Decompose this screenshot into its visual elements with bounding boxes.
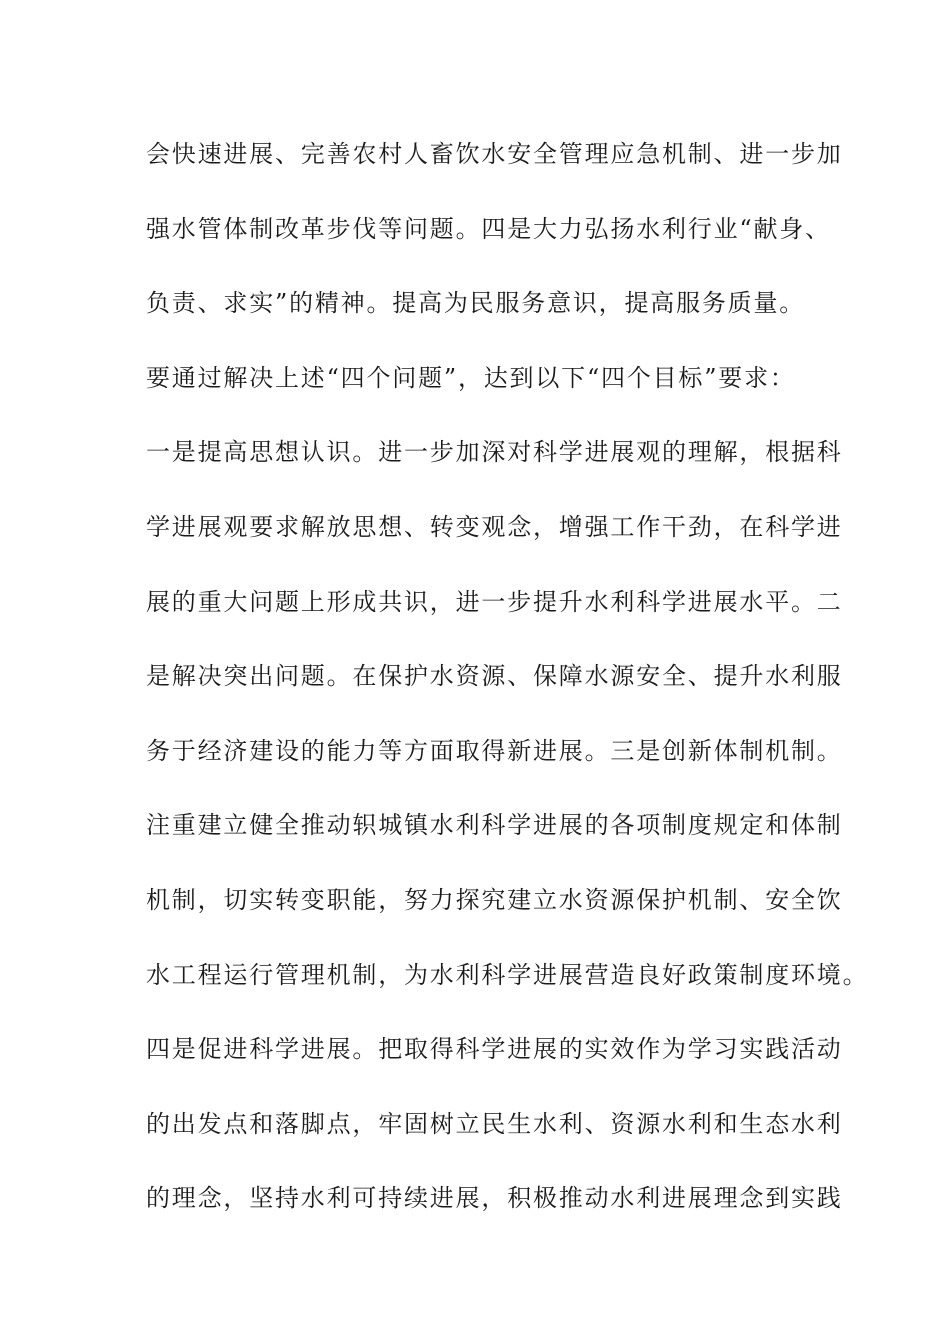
text-line: 学进展观要求解放思想、转变观念，增强工作干劲，在科学进	[146, 512, 843, 541]
text-line: 的出发点和落脚点，牢固树立民生水利、资源水利和生态水利	[146, 1109, 843, 1138]
text-line: 展的重大问题上形成共识，进一步提升水利科学进展水平。二	[146, 587, 843, 616]
text-line: 会快速进展、完善农村人畜饮水安全管理应急机制、进一步加	[146, 140, 843, 168]
text-line: 强水管体制改革步伐等问题。四是大力弘扬水利行业“献身、	[146, 214, 831, 243]
text-line: 要通过解决上述“四个问题”，达到以下“四个目标”要求：	[146, 363, 796, 392]
text-line: 水工程运行管理机制，为水利科学进展营造良好政策制度环境。	[146, 960, 869, 989]
text-line: 负责、求实”的精神。提高为民服务意识，提高服务质量。	[146, 289, 806, 318]
text-line: 是解决突出问题。在保护水资源、保障水源安全、提升水利服	[146, 662, 843, 691]
text-line: 机制，切实转变职能，努力探究建立水资源保护机制、安全饮	[146, 885, 843, 914]
text-line: 四是促进科学进展。把取得科学进展的实效作为学习实践活动	[146, 1035, 843, 1064]
text-line: 的理念，坚持水利可持续进展，积极推动水利进展理念到实践	[146, 1184, 843, 1213]
text-line: 注重建立健全推动轵城镇水利科学进展的各项制度规定和体制	[146, 811, 843, 840]
text-line: 一是提高思想认识。进一步加深对科学进展观的理解，根据科	[146, 438, 843, 467]
text-line: 务于经济建设的能力等方面取得新进展。三是创新体制机制。	[146, 736, 843, 765]
body-text	[146, 132, 869, 1251]
